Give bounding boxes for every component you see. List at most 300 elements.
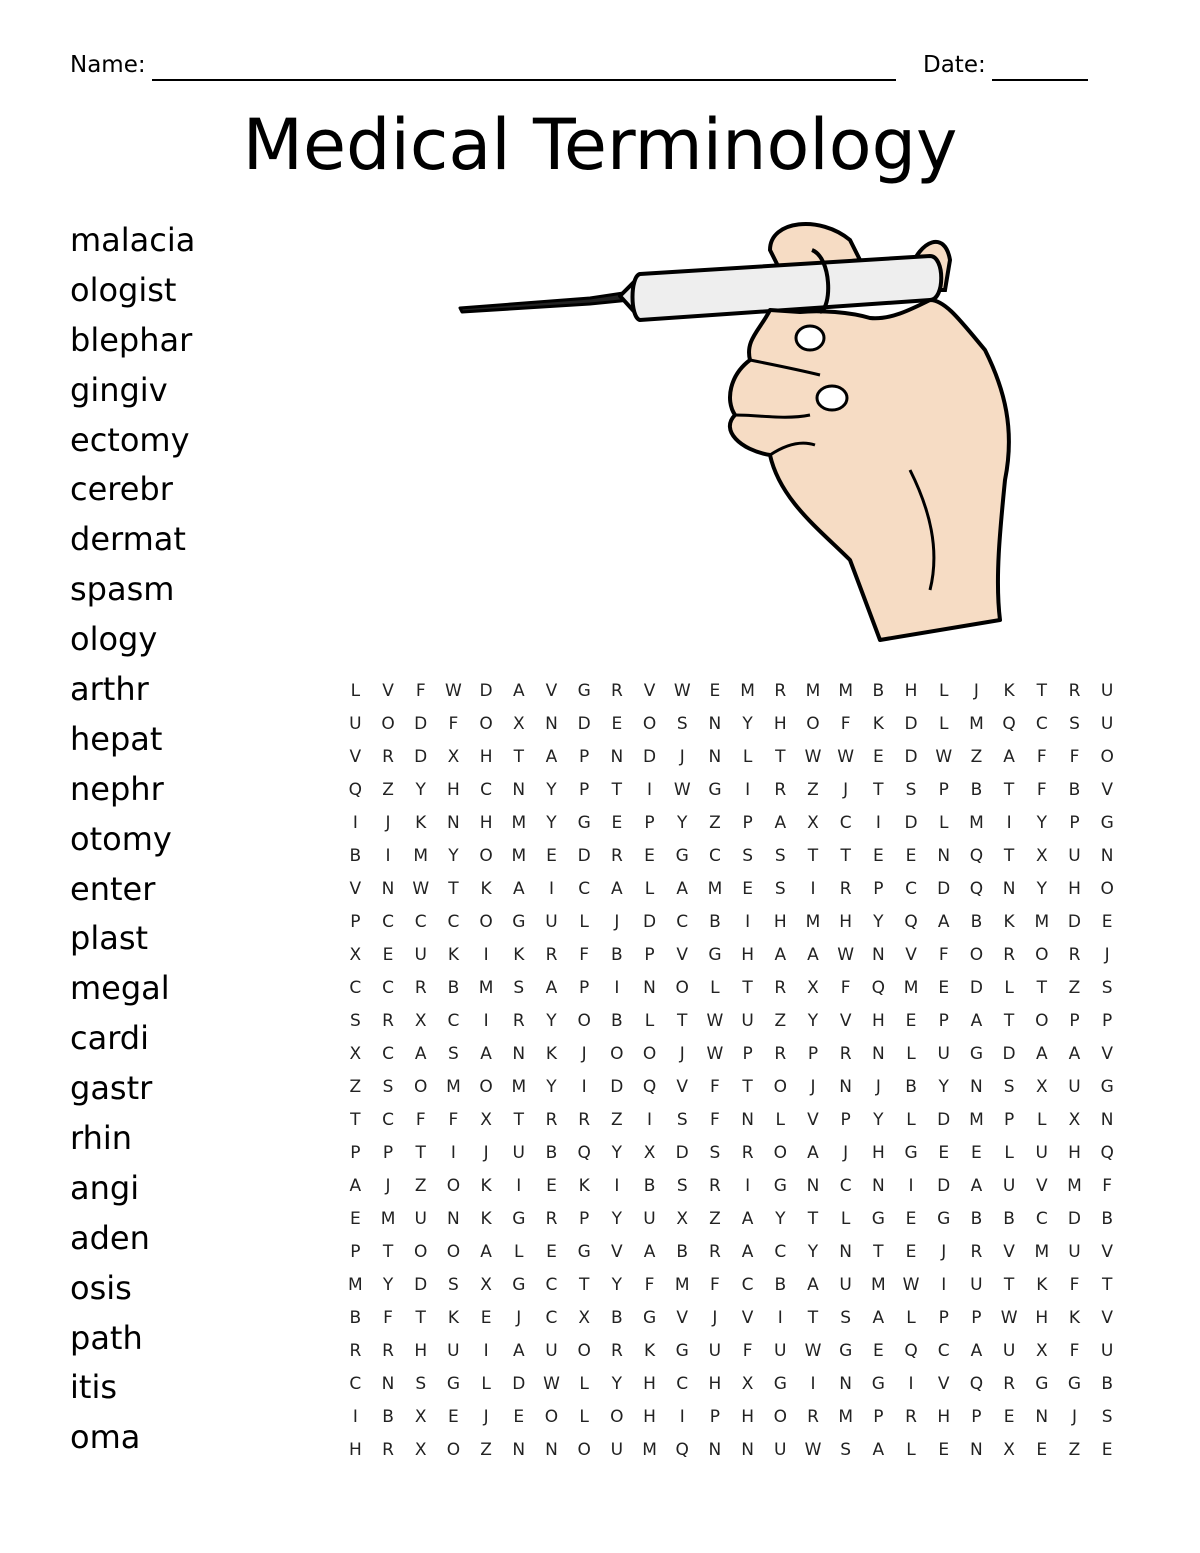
- grid-letter[interactable]: L: [579, 1373, 589, 1394]
- grid-letter[interactable]: H: [1068, 878, 1081, 899]
- grid-letter[interactable]: F: [710, 1076, 720, 1097]
- grid-letter[interactable]: T: [513, 746, 524, 767]
- grid-letter[interactable]: I: [745, 911, 751, 932]
- grid-letter[interactable]: Z: [709, 812, 721, 833]
- grid-letter[interactable]: R: [578, 1109, 591, 1130]
- grid-letter[interactable]: I: [810, 1373, 816, 1394]
- grid-letter[interactable]: R: [1003, 1373, 1015, 1394]
- grid-letter[interactable]: T: [742, 1076, 753, 1097]
- grid-letter[interactable]: E: [480, 1307, 492, 1328]
- grid-letter[interactable]: T: [1101, 1274, 1113, 1295]
- grid-letter[interactable]: J: [875, 1076, 881, 1097]
- grid-letter[interactable]: U: [839, 1274, 852, 1295]
- grid-letter[interactable]: Z: [414, 1175, 427, 1196]
- grid-letter[interactable]: O: [479, 713, 493, 734]
- grid-letter[interactable]: P: [579, 779, 590, 800]
- grid-letter[interactable]: Y: [938, 1076, 949, 1097]
- grid-letter[interactable]: R: [545, 1208, 558, 1229]
- grid-letter[interactable]: A: [349, 1175, 362, 1196]
- grid-letter[interactable]: P: [350, 1241, 361, 1262]
- grid-letter[interactable]: V: [741, 1307, 754, 1328]
- grid-letter[interactable]: G: [577, 812, 591, 833]
- grid-letter[interactable]: A: [545, 977, 558, 998]
- grid-letter[interactable]: U: [349, 713, 362, 734]
- grid-letter[interactable]: C: [382, 1043, 394, 1064]
- grid-letter[interactable]: Q: [1100, 1142, 1114, 1163]
- grid-letter[interactable]: W: [804, 1439, 822, 1460]
- grid-letter[interactable]: F: [448, 713, 459, 734]
- grid-letter[interactable]: W: [543, 1373, 560, 1394]
- grid-letter[interactable]: U: [545, 1340, 558, 1361]
- grid-letter[interactable]: A: [970, 1010, 983, 1031]
- grid-letter[interactable]: N: [970, 1076, 983, 1097]
- grid-letter[interactable]: K: [872, 713, 884, 734]
- grid-letter[interactable]: I: [745, 779, 751, 800]
- grid-letter[interactable]: T: [807, 1208, 819, 1229]
- grid-letter[interactable]: D: [642, 746, 657, 767]
- grid-letter[interactable]: U: [774, 1340, 787, 1361]
- grid-letter[interactable]: P: [350, 1142, 361, 1163]
- grid-letter[interactable]: Y: [873, 911, 884, 932]
- grid-letter[interactable]: K: [545, 1043, 558, 1064]
- grid-letter[interactable]: J: [483, 1142, 489, 1163]
- grid-letter[interactable]: E: [1036, 1439, 1048, 1460]
- grid-letter[interactable]: L: [742, 746, 753, 767]
- grid-letter[interactable]: F: [1036, 779, 1047, 800]
- grid-letter[interactable]: V: [643, 680, 656, 701]
- grid-letter[interactable]: W: [412, 878, 430, 899]
- grid-letter[interactable]: A: [480, 1043, 492, 1064]
- grid-letter[interactable]: E: [872, 746, 884, 767]
- grid-letter[interactable]: W: [706, 1043, 724, 1064]
- grid-letter[interactable]: C: [676, 911, 689, 932]
- grid-letter[interactable]: W: [804, 746, 822, 767]
- grid-letter[interactable]: W: [837, 944, 855, 965]
- grid-letter[interactable]: G: [708, 779, 722, 800]
- grid-letter[interactable]: J: [385, 812, 391, 833]
- grid-letter[interactable]: T: [873, 779, 884, 800]
- grid-letter[interactable]: Z: [709, 1208, 721, 1229]
- grid-letter[interactable]: C: [708, 845, 721, 866]
- grid-letter[interactable]: H: [414, 1340, 428, 1361]
- grid-letter[interactable]: J: [614, 911, 620, 932]
- grid-letter[interactable]: N: [970, 1439, 983, 1460]
- grid-letter[interactable]: M: [838, 1406, 853, 1427]
- grid-letter[interactable]: B: [1003, 1208, 1015, 1229]
- grid-letter[interactable]: B: [774, 1274, 787, 1295]
- grid-letter[interactable]: D: [1002, 1043, 1016, 1064]
- grid-letter[interactable]: T: [742, 977, 753, 998]
- grid-letter[interactable]: N: [839, 1373, 853, 1394]
- grid-letter[interactable]: C: [839, 812, 852, 833]
- grid-letter[interactable]: A: [480, 1241, 492, 1262]
- grid-letter[interactable]: X: [349, 944, 362, 965]
- grid-letter[interactable]: V: [545, 680, 558, 701]
- grid-letter[interactable]: B: [349, 845, 362, 866]
- grid-letter[interactable]: K: [480, 1175, 492, 1196]
- grid-letter[interactable]: X: [643, 1142, 656, 1163]
- grid-letter[interactable]: S: [1101, 1406, 1113, 1427]
- grid-letter[interactable]: O: [1100, 878, 1114, 899]
- grid-letter[interactable]: E: [872, 1340, 884, 1361]
- grid-letter[interactable]: W: [706, 1010, 724, 1031]
- grid-letter[interactable]: I: [647, 779, 653, 800]
- grid-letter[interactable]: U: [414, 1208, 427, 1229]
- grid-letter[interactable]: D: [904, 713, 918, 734]
- grid-letter[interactable]: Z: [1068, 1439, 1081, 1460]
- grid-letter[interactable]: I: [614, 1175, 620, 1196]
- grid-letter[interactable]: M: [446, 1076, 461, 1097]
- grid-letter[interactable]: N: [1002, 878, 1016, 899]
- grid-letter[interactable]: O: [446, 1241, 461, 1262]
- grid-letter[interactable]: G: [642, 1307, 657, 1328]
- grid-letter[interactable]: O: [381, 713, 395, 734]
- grid-letter[interactable]: E: [1003, 1406, 1015, 1427]
- grid-letter[interactable]: Q: [577, 1142, 591, 1163]
- grid-letter[interactable]: L: [579, 1406, 589, 1427]
- grid-letter[interactable]: B: [905, 1076, 917, 1097]
- grid-letter[interactable]: H: [479, 812, 493, 833]
- grid-letter[interactable]: E: [938, 1439, 950, 1460]
- grid-letter[interactable]: M: [511, 812, 527, 833]
- grid-letter[interactable]: G: [937, 1208, 951, 1229]
- grid-letter[interactable]: P: [938, 1010, 949, 1031]
- grid-letter[interactable]: N: [545, 1439, 558, 1460]
- grid-letter[interactable]: M: [674, 1274, 690, 1295]
- grid-letter[interactable]: Y: [382, 1274, 394, 1295]
- grid-letter[interactable]: S: [676, 1109, 688, 1130]
- grid-letter[interactable]: C: [414, 911, 427, 932]
- grid-letter[interactable]: O: [479, 911, 493, 932]
- grid-letter[interactable]: G: [871, 1373, 885, 1394]
- grid-letter[interactable]: F: [644, 1274, 655, 1295]
- grid-letter[interactable]: F: [1102, 1175, 1113, 1196]
- grid-letter[interactable]: T: [775, 746, 786, 767]
- grid-letter[interactable]: N: [381, 1373, 395, 1394]
- grid-letter[interactable]: T: [578, 1274, 590, 1295]
- grid-letter[interactable]: A: [643, 1241, 656, 1262]
- grid-letter[interactable]: P: [840, 1109, 851, 1130]
- grid-letter[interactable]: S: [349, 1010, 361, 1031]
- grid-letter[interactable]: U: [545, 911, 558, 932]
- grid-letter[interactable]: X: [807, 812, 819, 833]
- grid-letter[interactable]: S: [382, 1076, 394, 1097]
- grid-letter[interactable]: Q: [675, 1439, 689, 1460]
- grid-letter[interactable]: O: [806, 713, 820, 734]
- grid-letter[interactable]: T: [513, 1109, 524, 1130]
- grid-letter[interactable]: B: [970, 779, 983, 800]
- grid-letter[interactable]: V: [807, 1109, 819, 1130]
- grid-letter[interactable]: R: [610, 680, 623, 701]
- grid-letter[interactable]: R: [970, 1241, 983, 1262]
- grid-letter[interactable]: N: [381, 878, 395, 899]
- grid-letter[interactable]: V: [1003, 1241, 1015, 1262]
- grid-letter[interactable]: O: [414, 1076, 428, 1097]
- grid-letter[interactable]: Y: [677, 812, 688, 833]
- grid-letter[interactable]: Y: [1036, 878, 1047, 899]
- grid-letter[interactable]: E: [971, 1142, 982, 1163]
- grid-letter[interactable]: R: [512, 1010, 525, 1031]
- grid-letter[interactable]: V: [1101, 779, 1113, 800]
- grid-letter[interactable]: S: [840, 1307, 852, 1328]
- grid-letter[interactable]: L: [710, 977, 720, 998]
- grid-letter[interactable]: P: [644, 812, 655, 833]
- grid-letter[interactable]: L: [644, 1010, 655, 1031]
- grid-letter[interactable]: L: [514, 1241, 524, 1262]
- grid-letter[interactable]: A: [970, 1340, 983, 1361]
- grid-letter[interactable]: X: [1035, 1340, 1048, 1361]
- grid-letter[interactable]: C: [741, 1274, 754, 1295]
- grid-letter[interactable]: O: [577, 1010, 591, 1031]
- grid-letter[interactable]: A: [741, 1208, 754, 1229]
- grid-letter[interactable]: G: [839, 1340, 853, 1361]
- grid-letter[interactable]: U: [1068, 1076, 1081, 1097]
- grid-letter[interactable]: O: [610, 1043, 624, 1064]
- grid-letter[interactable]: M: [642, 1439, 657, 1460]
- grid-letter[interactable]: G: [446, 1373, 460, 1394]
- grid-letter[interactable]: U: [447, 1340, 460, 1361]
- grid-letter[interactable]: R: [545, 1109, 558, 1130]
- grid-letter[interactable]: R: [382, 1010, 394, 1031]
- grid-letter[interactable]: W: [804, 1340, 822, 1361]
- grid-letter[interactable]: Q: [871, 977, 886, 998]
- grid-letter[interactable]: M: [707, 878, 723, 899]
- grid-letter[interactable]: Y: [873, 1109, 884, 1130]
- grid-letter[interactable]: D: [1067, 911, 1082, 932]
- grid-letter[interactable]: T: [1003, 779, 1015, 800]
- grid-letter[interactable]: L: [579, 911, 589, 932]
- grid-letter[interactable]: E: [546, 845, 557, 866]
- grid-letter[interactable]: C: [545, 1307, 558, 1328]
- grid-letter[interactable]: L: [1004, 1142, 1014, 1163]
- grid-letter[interactable]: G: [1067, 1373, 1082, 1394]
- grid-letter[interactable]: J: [385, 1175, 391, 1196]
- grid-letter[interactable]: H: [871, 1142, 885, 1163]
- grid-letter[interactable]: R: [839, 878, 852, 899]
- grid-letter[interactable]: R: [709, 1175, 721, 1196]
- grid-letter[interactable]: D: [610, 1076, 624, 1097]
- date-field-line[interactable]: [992, 79, 1088, 81]
- grid-letter[interactable]: J: [679, 1043, 685, 1064]
- grid-letter[interactable]: A: [676, 878, 689, 899]
- grid-letter[interactable]: K: [643, 1340, 656, 1361]
- grid-letter[interactable]: I: [483, 1010, 489, 1031]
- grid-letter[interactable]: H: [348, 1439, 362, 1460]
- grid-letter[interactable]: E: [611, 713, 623, 734]
- grid-letter[interactable]: R: [774, 680, 787, 701]
- grid-letter[interactable]: N: [708, 746, 722, 767]
- grid-letter[interactable]: R: [382, 1439, 394, 1460]
- grid-letter[interactable]: G: [773, 1373, 787, 1394]
- grid-letter[interactable]: C: [447, 911, 460, 932]
- grid-letter[interactable]: M: [838, 680, 853, 701]
- grid-letter[interactable]: Q: [348, 779, 363, 800]
- grid-letter[interactable]: K: [1003, 680, 1015, 701]
- grid-letter[interactable]: R: [1068, 680, 1081, 701]
- grid-letter[interactable]: H: [741, 1406, 754, 1427]
- grid-letter[interactable]: Y: [611, 1208, 623, 1229]
- grid-letter[interactable]: Y: [742, 713, 753, 734]
- grid-letter[interactable]: D: [937, 1109, 951, 1130]
- grid-letter[interactable]: G: [577, 680, 591, 701]
- grid-letter[interactable]: P: [742, 812, 753, 833]
- grid-letter[interactable]: V: [349, 746, 362, 767]
- grid-letter[interactable]: P: [873, 1406, 884, 1427]
- grid-letter[interactable]: M: [511, 1076, 527, 1097]
- grid-letter[interactable]: T: [415, 1142, 426, 1163]
- grid-letter[interactable]: E: [905, 845, 917, 866]
- grid-letter[interactable]: H: [643, 1406, 656, 1427]
- grid-letter[interactable]: B: [611, 944, 623, 965]
- grid-letter[interactable]: F: [710, 1274, 720, 1295]
- grid-letter[interactable]: A: [1003, 746, 1015, 767]
- grid-letter[interactable]: J: [679, 746, 685, 767]
- grid-letter[interactable]: A: [774, 944, 787, 965]
- grid-letter[interactable]: U: [774, 1439, 787, 1460]
- grid-letter[interactable]: A: [807, 1142, 819, 1163]
- grid-letter[interactable]: R: [774, 779, 787, 800]
- grid-letter[interactable]: S: [448, 1043, 459, 1064]
- grid-letter[interactable]: O: [642, 1043, 657, 1064]
- grid-letter[interactable]: H: [871, 1010, 885, 1031]
- grid-letter[interactable]: X: [578, 1307, 590, 1328]
- grid-letter[interactable]: C: [349, 1373, 362, 1394]
- grid-letter[interactable]: S: [905, 779, 917, 800]
- grid-letter[interactable]: P: [382, 1142, 394, 1163]
- grid-letter[interactable]: G: [512, 911, 526, 932]
- grid-letter[interactable]: P: [1069, 812, 1080, 833]
- grid-letter[interactable]: N: [1100, 1109, 1114, 1130]
- grid-letter[interactable]: Y: [775, 1208, 786, 1229]
- grid-letter[interactable]: S: [415, 1373, 427, 1394]
- grid-letter[interactable]: L: [906, 1307, 916, 1328]
- grid-letter[interactable]: G: [675, 845, 689, 866]
- grid-letter[interactable]: T: [677, 1010, 688, 1031]
- grid-letter[interactable]: L: [350, 680, 361, 701]
- grid-letter[interactable]: D: [904, 812, 918, 833]
- grid-letter[interactable]: M: [969, 812, 984, 833]
- grid-letter[interactable]: B: [643, 1175, 656, 1196]
- grid-letter[interactable]: R: [1003, 944, 1015, 965]
- grid-letter[interactable]: P: [971, 1406, 982, 1427]
- grid-letter[interactable]: A: [512, 1340, 525, 1361]
- grid-letter[interactable]: Y: [807, 1010, 819, 1031]
- grid-letter[interactable]: I: [516, 1175, 522, 1196]
- grid-letter[interactable]: D: [642, 911, 657, 932]
- grid-letter[interactable]: N: [741, 1109, 754, 1130]
- grid-letter[interactable]: B: [1101, 1373, 1113, 1394]
- grid-letter[interactable]: F: [415, 1109, 426, 1130]
- grid-letter[interactable]: N: [512, 779, 526, 800]
- grid-letter[interactable]: H: [904, 680, 918, 701]
- grid-letter[interactable]: V: [905, 944, 917, 965]
- grid-letter[interactable]: P: [938, 779, 949, 800]
- grid-letter[interactable]: X: [1068, 1109, 1081, 1130]
- grid-letter[interactable]: C: [578, 878, 591, 899]
- grid-letter[interactable]: L: [906, 1439, 916, 1460]
- grid-letter[interactable]: O: [446, 1439, 461, 1460]
- grid-letter[interactable]: O: [773, 1142, 787, 1163]
- grid-letter[interactable]: S: [448, 1274, 459, 1295]
- grid-letter[interactable]: G: [1035, 1373, 1049, 1394]
- grid-letter[interactable]: N: [545, 713, 558, 734]
- word-search-grid[interactable]: [339, 674, 1124, 1466]
- grid-letter[interactable]: G: [1100, 1076, 1114, 1097]
- grid-letter[interactable]: N: [1035, 1406, 1049, 1427]
- grid-letter[interactable]: S: [1003, 1076, 1015, 1097]
- grid-letter[interactable]: B: [970, 911, 983, 932]
- grid-letter[interactable]: C: [839, 1175, 852, 1196]
- grid-letter[interactable]: Z: [480, 1439, 492, 1460]
- grid-letter[interactable]: M: [1034, 1241, 1050, 1262]
- grid-letter[interactable]: O: [675, 977, 689, 998]
- grid-letter[interactable]: M: [380, 1208, 396, 1229]
- grid-letter[interactable]: M: [511, 845, 527, 866]
- grid-letter[interactable]: R: [1068, 944, 1081, 965]
- grid-letter[interactable]: M: [805, 680, 821, 701]
- grid-letter[interactable]: F: [383, 1307, 393, 1328]
- grid-letter[interactable]: D: [675, 1142, 689, 1163]
- grid-letter[interactable]: E: [546, 1241, 557, 1262]
- grid-letter[interactable]: N: [839, 1241, 853, 1262]
- grid-letter[interactable]: H: [708, 1373, 722, 1394]
- grid-letter[interactable]: S: [742, 845, 753, 866]
- grid-letter[interactable]: F: [415, 680, 426, 701]
- grid-letter[interactable]: Y: [546, 779, 557, 800]
- grid-letter[interactable]: A: [970, 1175, 983, 1196]
- grid-letter[interactable]: J: [1104, 944, 1110, 965]
- grid-letter[interactable]: R: [774, 1043, 787, 1064]
- grid-letter[interactable]: S: [774, 878, 786, 899]
- grid-letter[interactable]: U: [741, 1010, 754, 1031]
- grid-letter[interactable]: C: [447, 1010, 460, 1031]
- grid-letter[interactable]: R: [382, 746, 394, 767]
- grid-letter[interactable]: X: [414, 1439, 427, 1460]
- grid-letter[interactable]: R: [414, 977, 427, 998]
- grid-letter[interactable]: D: [414, 746, 428, 767]
- grid-letter[interactable]: M: [871, 1274, 886, 1295]
- grid-letter[interactable]: D: [414, 1274, 428, 1295]
- grid-letter[interactable]: E: [905, 1241, 917, 1262]
- grid-letter[interactable]: I: [483, 1340, 489, 1361]
- grid-letter[interactable]: Q: [969, 845, 984, 866]
- grid-letter[interactable]: P: [873, 878, 884, 899]
- grid-letter[interactable]: S: [676, 1175, 688, 1196]
- grid-letter[interactable]: T: [350, 1109, 361, 1130]
- grid-letter[interactable]: X: [1035, 845, 1048, 866]
- grid-letter[interactable]: Y: [807, 1241, 819, 1262]
- grid-letter[interactable]: A: [414, 1043, 427, 1064]
- grid-letter[interactable]: F: [1069, 1340, 1080, 1361]
- grid-letter[interactable]: G: [512, 1274, 526, 1295]
- grid-letter[interactable]: Q: [904, 1340, 918, 1361]
- grid-letter[interactable]: N: [871, 1175, 885, 1196]
- grid-letter[interactable]: B: [611, 1307, 623, 1328]
- grid-letter[interactable]: R: [905, 1406, 917, 1427]
- grid-letter[interactable]: R: [610, 845, 623, 866]
- grid-letter[interactable]: C: [937, 1340, 950, 1361]
- grid-letter[interactable]: Y: [415, 779, 426, 800]
- grid-letter[interactable]: X: [480, 1274, 492, 1295]
- grid-letter[interactable]: A: [872, 1307, 885, 1328]
- grid-letter[interactable]: H: [1035, 1307, 1049, 1328]
- grid-letter[interactable]: Y: [1036, 812, 1047, 833]
- grid-letter[interactable]: Z: [382, 779, 394, 800]
- grid-letter[interactable]: S: [676, 713, 688, 734]
- grid-letter[interactable]: V: [676, 1076, 689, 1097]
- grid-letter[interactable]: I: [875, 812, 881, 833]
- grid-letter[interactable]: I: [810, 878, 816, 899]
